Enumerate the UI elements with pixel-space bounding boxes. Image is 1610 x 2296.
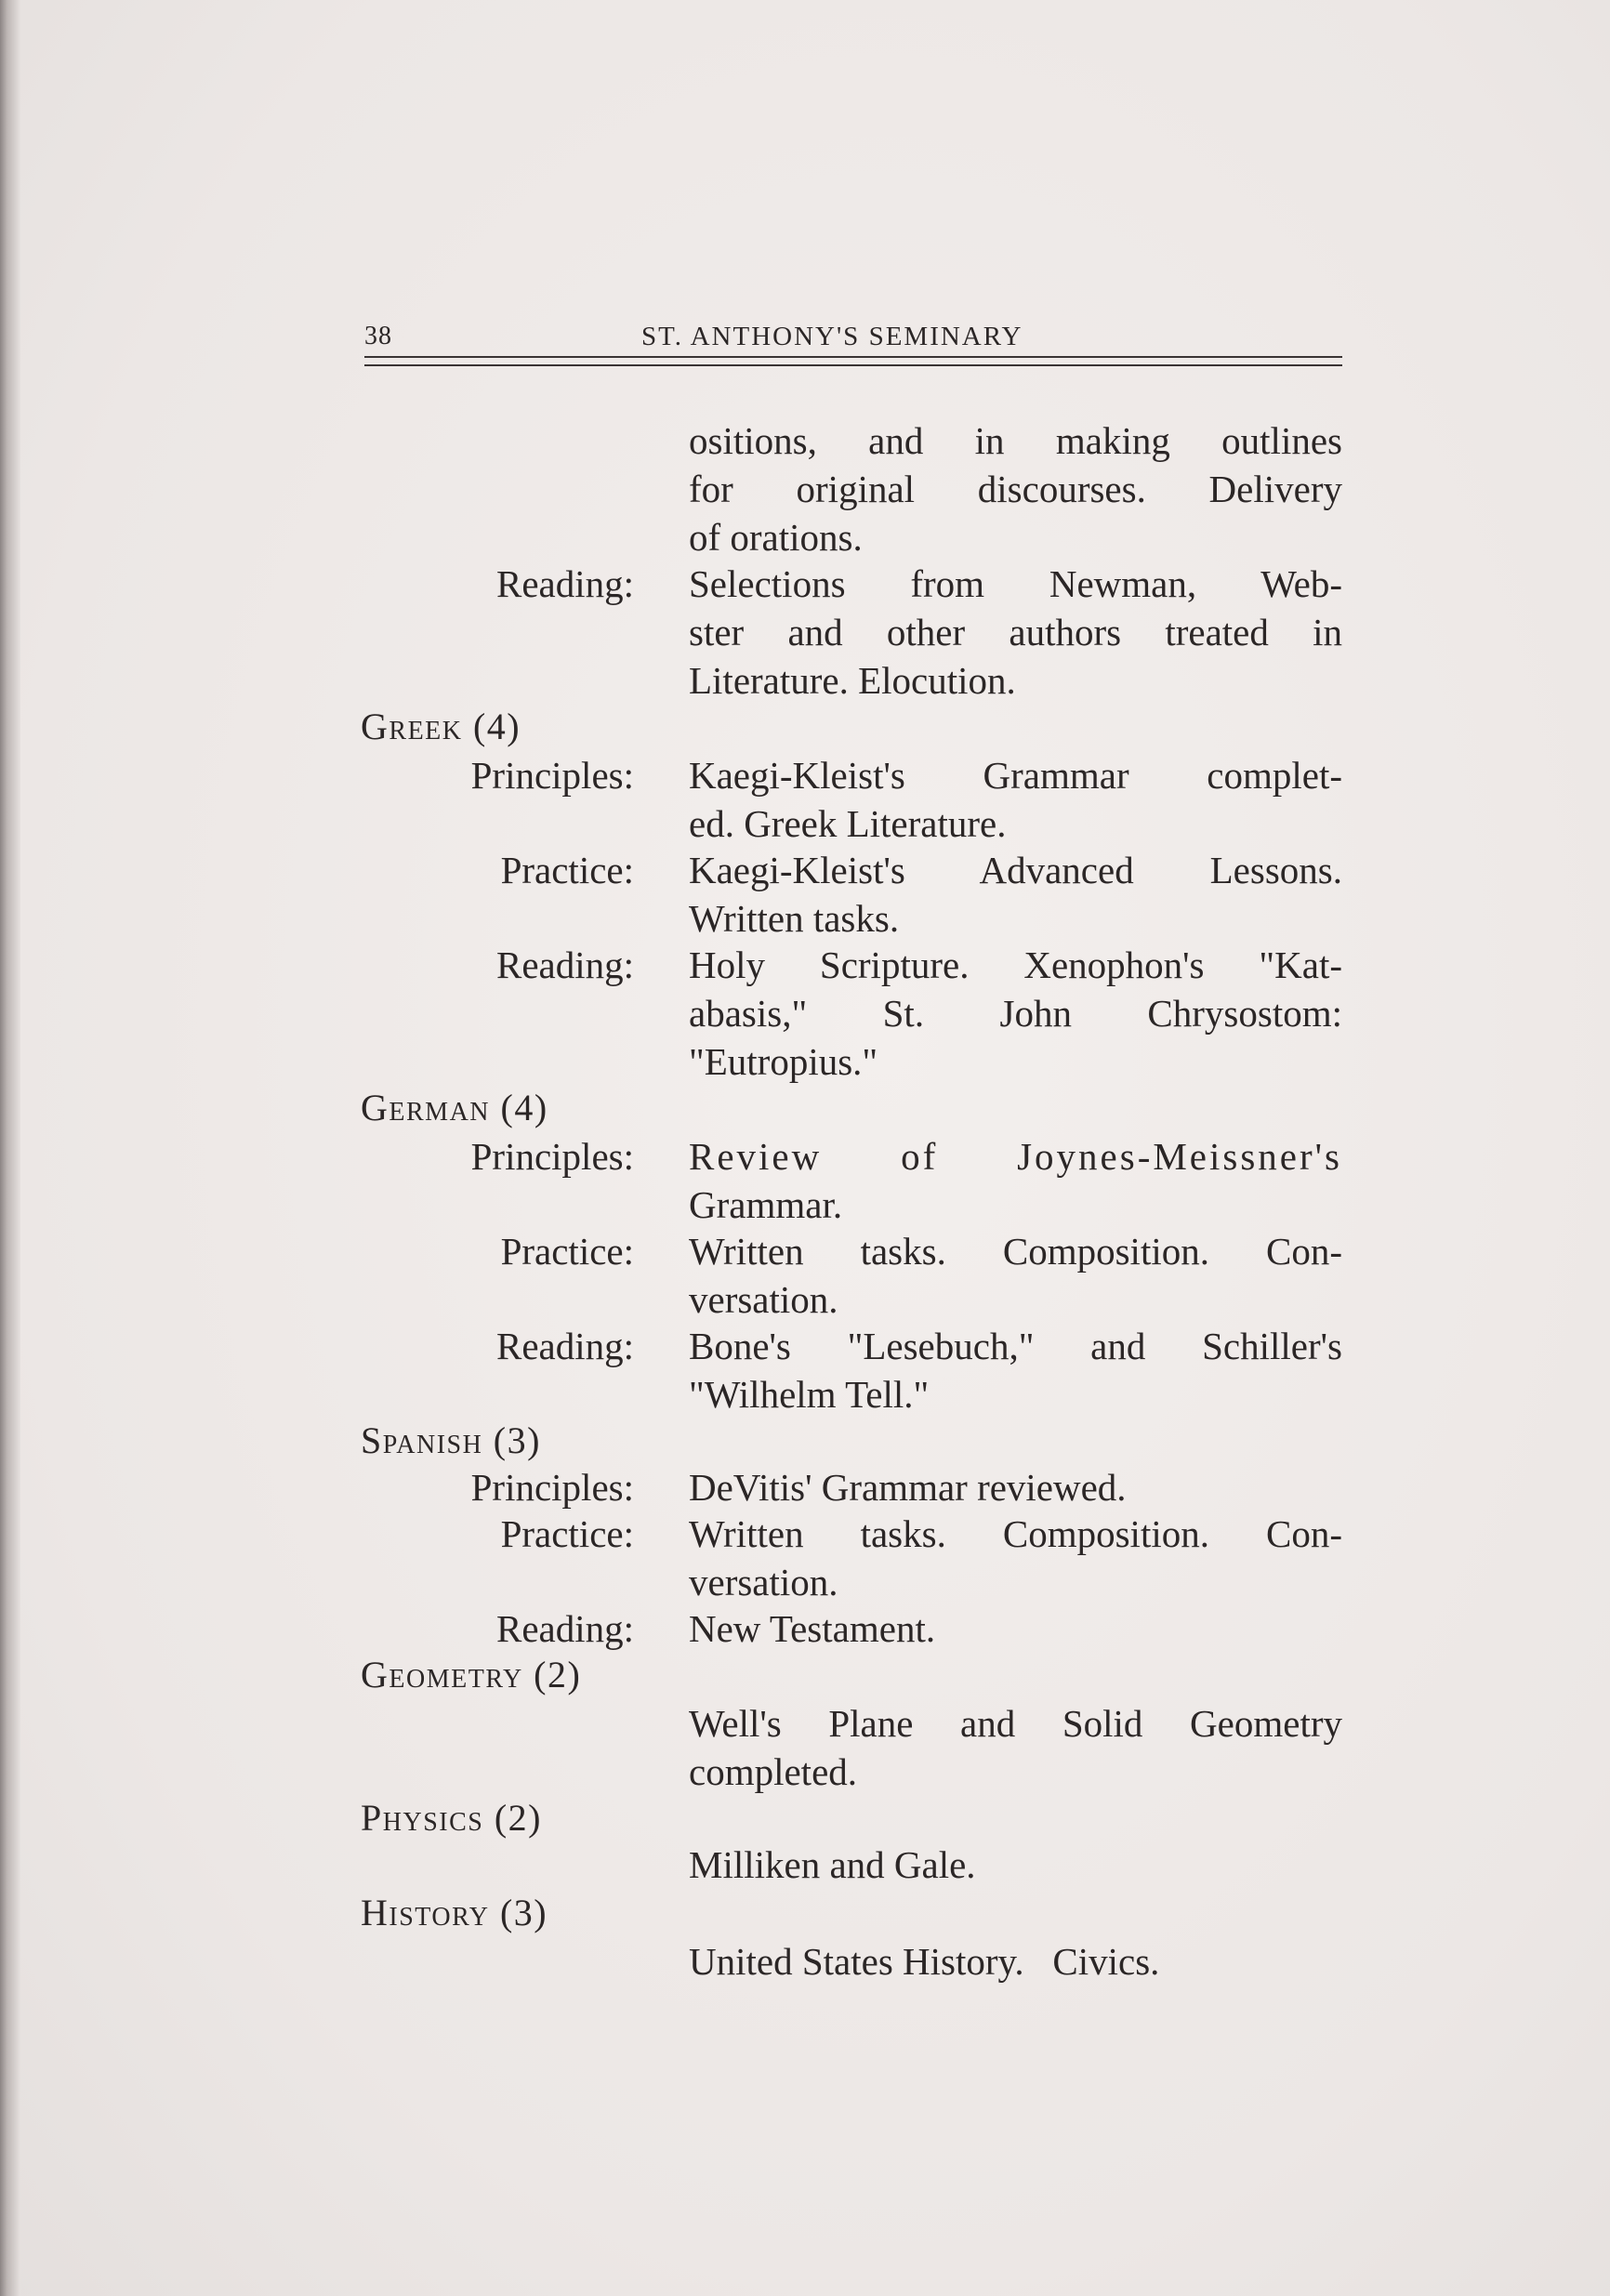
- running-head: ST. ANTHONY'S SEMINARY: [641, 322, 1023, 351]
- subject-heading-physics: Physics (2): [361, 1797, 542, 1839]
- book-spine-edge: [0, 0, 20, 2296]
- principles-line: Grammar.: [689, 1183, 843, 1226]
- subject-heading-history: History (3): [361, 1892, 548, 1933]
- reading-line: abasis," St. John Chrysostom:: [689, 992, 1342, 1035]
- reading-label: Reading:: [495, 1325, 634, 1367]
- geometry-line: Well's Plane and Solid Geometry: [689, 1702, 1342, 1745]
- practice-label: Practice:: [500, 1512, 634, 1555]
- reading-line: ster and other authors treated in: [689, 611, 1342, 653]
- reading-line: Selections from Newman, Web-: [689, 562, 1342, 605]
- principles-line: Review of Joynes-Meissner's: [689, 1135, 1342, 1178]
- subject-heading-german: German (4): [361, 1087, 548, 1128]
- reading-label: Reading:: [495, 943, 634, 986]
- practice-line: Written tasks. Composition. Con-: [689, 1230, 1342, 1273]
- practice-line: versation.: [689, 1561, 838, 1603]
- reading-line: Literature. Elocution.: [689, 659, 1016, 702]
- continuation-line: of orations.: [689, 516, 863, 559]
- subject-heading-greek: Greek (4): [361, 706, 521, 747]
- continuation-line: for original discourses. Delivery: [689, 468, 1342, 510]
- reading-line: Bone's "Lesebuch," and Schiller's: [689, 1325, 1342, 1367]
- practice-line: Kaegi-Kleist's Advanced Lessons.: [689, 849, 1342, 891]
- header-rule-top: [364, 356, 1342, 358]
- reading-label: Reading:: [495, 562, 634, 605]
- reading-label: Reading:: [495, 1607, 634, 1650]
- header-rule-bottom: [364, 364, 1342, 366]
- subject-heading-spanish: Spanish (3): [361, 1419, 541, 1461]
- practice-label: Practice:: [500, 1230, 634, 1273]
- principles-line: DeVitis' Grammar reviewed.: [689, 1466, 1127, 1509]
- principles-line: ed. Greek Literature.: [689, 802, 1007, 845]
- practice-line: Written tasks.: [689, 897, 900, 940]
- reading-line: Holy Scripture. Xenophon's "Kat-: [689, 943, 1342, 986]
- reading-line: "Wilhelm Tell.": [689, 1373, 930, 1416]
- physics-line: Milliken and Gale.: [689, 1843, 976, 1886]
- practice-line: versation.: [689, 1278, 838, 1321]
- page-number: 38: [364, 322, 392, 350]
- page-header: [364, 318, 1342, 359]
- reading-line: New Testament.: [689, 1607, 936, 1650]
- principles-label: Principles:: [470, 1135, 634, 1178]
- history-line: United States History. Civics.: [689, 1940, 1160, 1983]
- continuation-line: ositions, and in making outlines: [689, 419, 1342, 462]
- principles-line: Kaegi-Kleist's Grammar complet-: [689, 754, 1342, 797]
- geometry-line: completed.: [689, 1750, 858, 1793]
- principles-label: Principles:: [470, 754, 634, 797]
- principles-label: Principles:: [470, 1466, 634, 1509]
- practice-line: Written tasks. Composition. Con-: [689, 1512, 1342, 1555]
- subject-heading-geometry: Geometry (2): [361, 1654, 582, 1696]
- practice-label: Practice:: [500, 849, 634, 891]
- reading-line: "Eutropius.": [689, 1040, 878, 1083]
